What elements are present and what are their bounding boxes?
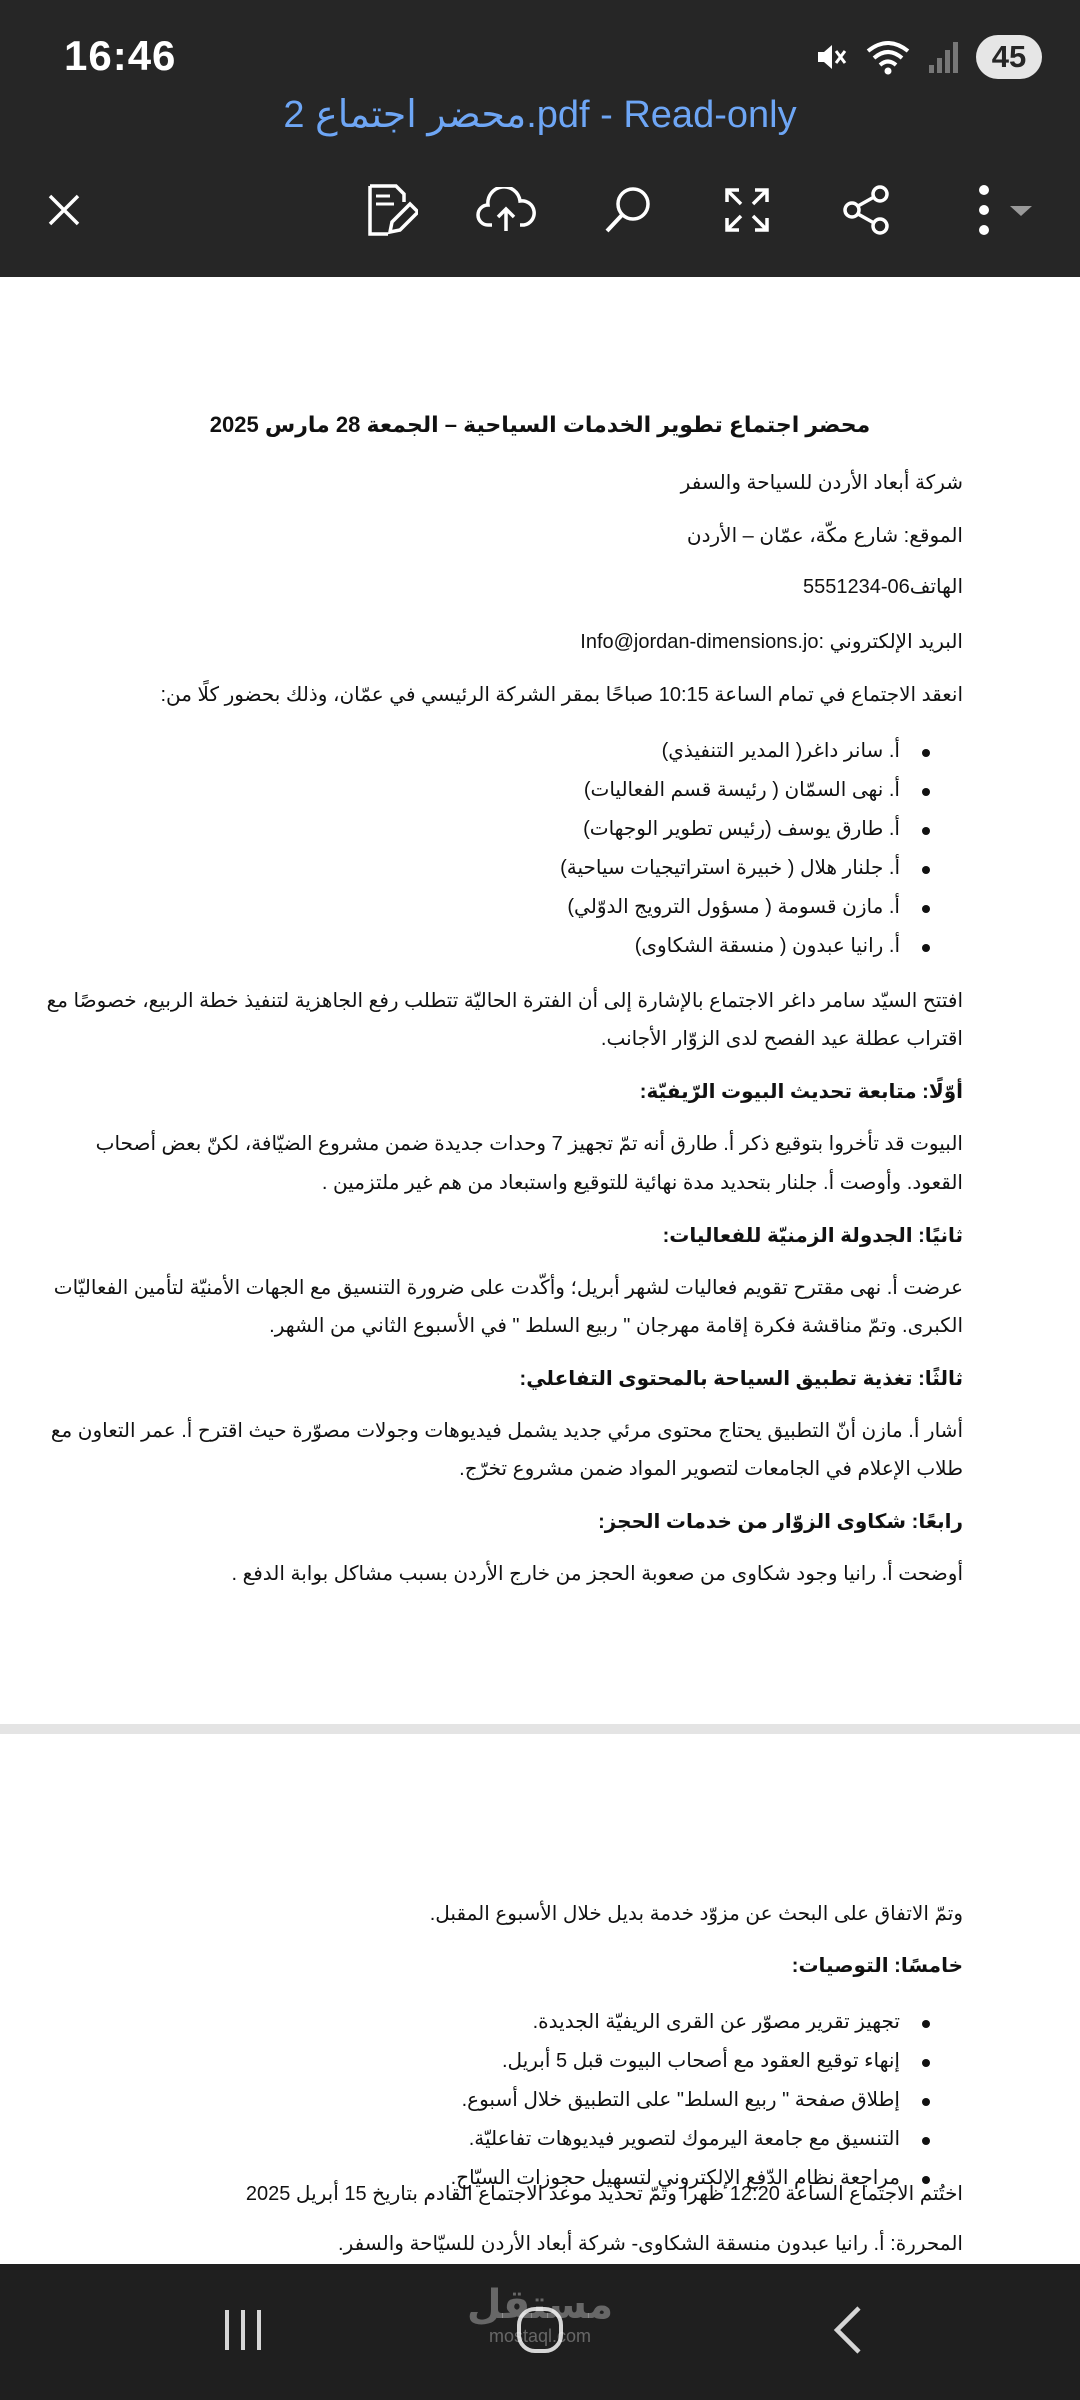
close-button[interactable] [24, 170, 104, 250]
list-item: أ. نهى السمّان ( رئيسة قسم الفعاليات) [583, 779, 900, 801]
section-3-body: أشار أ. مازن أنّ التطبيق يحتاج محتوى مرئي جديد يشمل فيديوهات وجولات مصوّرة حيث اقترح أ. عمر التعاون مع [50, 1420, 963, 1442]
list-item: أ. طارق يوسف (رئيس تطوير الوجهات) [583, 818, 900, 840]
bullet-icon [922, 2059, 930, 2067]
bullet-icon [922, 788, 930, 796]
bullet-icon [922, 944, 930, 952]
more-icon [970, 184, 1040, 236]
list-item: التنسيق مع جامعة اليرموك لتصوير فيديوهات تفاعليّة. [468, 2128, 900, 2150]
back-button[interactable] [802, 2292, 892, 2372]
search-icon [603, 185, 653, 235]
document-page-1 [0, 277, 1080, 1724]
email-line: البريد الإلكتروني :Info@jordan-dimensions.jo [580, 631, 963, 653]
opening-paragraph-cont: اقتراب عطلة عيد الفصح لدى الزوّار الأجانب. [600, 1028, 963, 1050]
list-item: مراجعة نظام الدّفع الإلكتروني لتسهيل حجوزات السيّاح. [450, 2167, 900, 2189]
page-2-paragraph: وتمّ الاتفاق على البحث عن مزوّد خدمة بديل خلال الأسبوع المقبل. [429, 1903, 963, 1925]
more-options-button[interactable] [950, 170, 1060, 250]
section-1-body-cont: القعود. وأوصت أ. جلنار بتحديد مدة نهائية للتوقيع واستبعاد من هم غير ملتزمين . [321, 1172, 963, 1194]
bullet-icon [922, 2137, 930, 2145]
document-title: محضر اجتماع 2.pdf - Read-only [283, 94, 797, 136]
recent-apps-button[interactable] [198, 2292, 288, 2372]
section-5-title: خامسًا: التوصيات: [791, 1955, 963, 1977]
fullscreen-button[interactable] [707, 170, 787, 250]
location-line: الموقع: شارع مكّة، عمّان – الأردن [686, 525, 963, 547]
list-item: تجهيز تقرير مصوّر عن القرى الريفيّة الجديدة. [532, 2011, 900, 2033]
list-item: أ. سانر داغر( المدير التنفيذي) [661, 740, 900, 762]
list-item: أ. رانيا عبدون ( منسقة الشكاوى) [634, 935, 900, 957]
watermark-url: mostaql.com [488, 2326, 592, 2346]
share-button[interactable] [826, 170, 906, 250]
section-4-body: أوضحت أ. رانيا وجود شكاوى من صعوبة الحجز من خارج الأردن بسبب مشاكل بوابة الدفع . [231, 1563, 963, 1585]
opening-paragraph: افتتح السيّد سامر داغر الاجتماع بالإشارة إلى أن الفترة الحاليّة تتطلب رفع الجاهزية لتنفيذ خطة الربيع، خصوصًا مع [46, 990, 963, 1012]
section-1-title: أوّلًا: متابعة تحديث البيوت الرّيفيّة: [639, 1081, 963, 1103]
section-2-body: عرضت أ. نهى مقترح تقويم فعاليات لشهر أبريل؛ وأكّدت على ضرورة التنسيق مع الجهات الأمنيّة لتأمين الفعاليّات [53, 1277, 963, 1299]
upload-button[interactable] [466, 170, 546, 250]
mute-icon [814, 40, 848, 74]
signal-icon [928, 41, 958, 73]
section-2-body-cont: الكبرى. وتمّ مناقشة فكرة إقامة مهرجان " ربيع السلط " في الأسبوع الثاني من الشهر. [269, 1315, 963, 1337]
bullet-icon [922, 2098, 930, 2106]
section-3-body-cont: طلاب الإعلام في الجامعات لتصوير المواد ضمن مشروع تخرّج. [459, 1458, 963, 1480]
company-name: شركة أبعاد الأردن للسياحة والسفر [680, 472, 963, 494]
author-line: المحررة: أ. رانيا عبدون منسقة الشكاوى- شركة أبعاد الأردن للسيّاحة والسفر. [338, 2233, 963, 2255]
toolbar [0, 170, 1080, 250]
list-item: أ. جلنار هلال ( خبيرة استراتيجيات سياحية) [560, 857, 900, 879]
wifi-icon [866, 39, 910, 75]
navigation-bar [0, 2264, 1080, 2400]
search-button[interactable] [588, 170, 668, 250]
close-icon [46, 192, 82, 228]
closing-line: اختُتم الاجتماع الساعة 12:20 ظهرا وتمّ تحديد موعد الاجتماع القادم بتاريخ 15 أبريل 2025 [245, 2183, 963, 2205]
status-icons [814, 32, 1042, 82]
list-item: إطلاق صفحة " ربيع السلط" على التطبيق خلال أسبوع. [461, 2089, 900, 2111]
section-4-title: رابعًا: شكاوى الزوّار من خدمات الحجز: [598, 1511, 963, 1533]
edit-icon [366, 182, 418, 238]
page-separator [0, 1724, 1080, 1734]
bullet-icon [922, 2020, 930, 2028]
status-time: 16:46 [64, 32, 177, 79]
list-item: أ. مازن قسومة ( مسؤول الترويج الدوّلي) [567, 896, 900, 918]
phone-line: الهاتف06-5551234 [802, 576, 963, 598]
section-1-body: البيوت قد تأخروا بتوقيع ذكر أ. طارق أنه تمّ تجهيز 7 وحدات جديدة ضمن مشروع الضيّافة، لكنّ بعض أصحاب [95, 1133, 963, 1155]
list-item: إنهاء توقيع العقود مع أصحاب البيوت قبل 5 أبريل. [502, 2050, 900, 2072]
bullet-icon [922, 749, 930, 757]
document-page-2 [0, 1734, 1080, 2264]
share-icon [841, 184, 891, 236]
recent-apps-icon [219, 2306, 267, 2359]
bullet-icon [922, 866, 930, 874]
back-icon [827, 2304, 867, 2361]
bullet-icon [922, 905, 930, 913]
cloud-upload-icon [476, 187, 536, 233]
intro-paragraph: انعقد الاجتماع في تمام الساعة 10:15 صباحًا بمقر الشركة الرئيسي في عمّان، وذلك بحضور كلًا من: [160, 684, 963, 706]
watermark-logo: مستقل [466, 2283, 614, 2327]
watermark [440, 2282, 640, 2347]
bullet-icon [922, 827, 930, 835]
section-2-title: ثانيًا: الجدولة الزمنيّة للفعاليات: [662, 1225, 963, 1247]
section-3-title: ثالثًا: تغذية تطبيق السياحة بالمحتوى التفاعلي: [519, 1368, 963, 1390]
document-heading: محضر اجتماع تطوير الخدمات السياحية – الجمعة 28 مارس 2025 [209, 412, 871, 437]
battery-indicator: 45 [976, 35, 1042, 79]
fullscreen-icon [723, 186, 771, 234]
edit-button[interactable] [352, 170, 432, 250]
app-header [0, 0, 1080, 277]
